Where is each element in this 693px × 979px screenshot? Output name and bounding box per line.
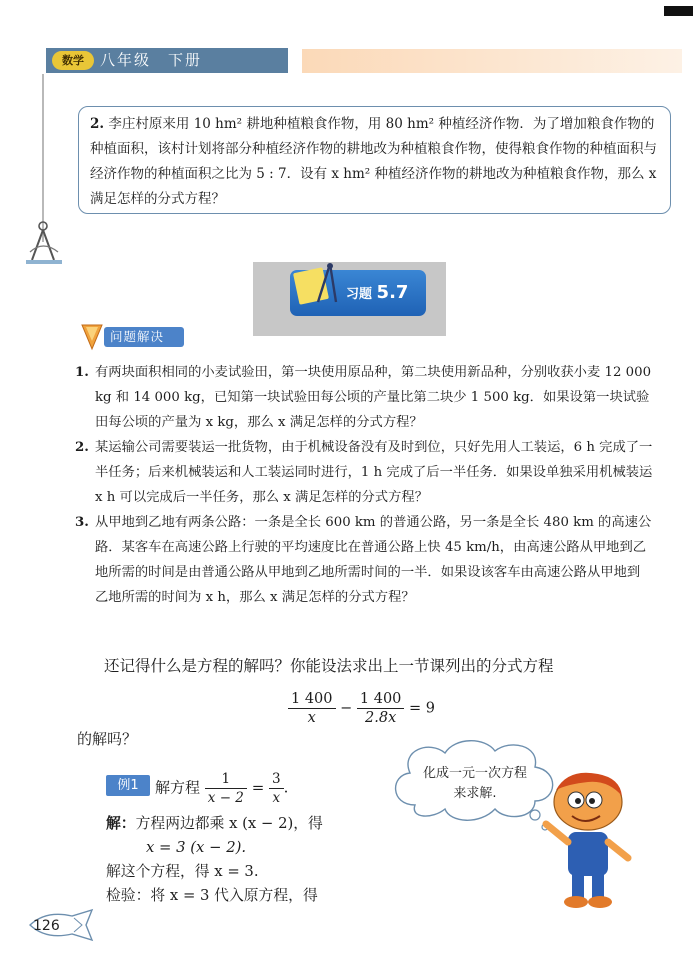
denominator: 2.8x <box>365 710 397 726</box>
intro-line: 还记得什么是方程的解吗？你能设法求出上一节课列出的分式方程 <box>104 657 554 675</box>
list-item <box>75 360 653 435</box>
problem-list <box>75 360 653 610</box>
fraction <box>288 690 336 727</box>
denominator: x <box>307 710 316 726</box>
fraction <box>205 770 247 807</box>
bubble-text: 化成一元一次方程来求解. <box>422 766 527 801</box>
numerator: 1 <box>205 770 247 789</box>
intro-question-end: 的解吗？ <box>77 730 138 748</box>
section-title: 问题解决 <box>104 327 184 347</box>
denominator: x − 2 <box>207 790 244 806</box>
denominator: x <box>272 790 281 806</box>
problem-box-number: 2 <box>90 116 100 132</box>
solution-line: x = 3 (x − 2). <box>146 839 247 856</box>
exercise-label-text: 习题 <box>346 287 373 302</box>
problem-text: 从甲地到乙地有两条公路：一条是全长 600 km 的普通公路，另一条是全长 480 km 的高速公路．某客车在高速公路上行驶的平均速度比在普通公路上快 45 km/h，由高速公路从甲地到乙地所需的时间是由普通公路从甲地到乙地所需时间的一半．如果设该客车由高速公路从甲地到乙地所需的时间为 x h，那么 x 满足怎样的分式方程？ <box>95 515 652 605</box>
book-title: 八年级 下册 <box>100 51 203 69</box>
problem-box-text: 2. 李庄村原来用 10 hm² 耕地种植粮食作物，用 80 hm² 种植经济作物．为了增加粮食作物的种植面积，该村计划将部分种植经济作物的耕地改为种植粮食作物，使得粮食作物的种植面积与经济作物的种植面积之比为 5 : 7．设有 x hm² 种植经济作物的耕地改为种植粮食作物，那么 x 满足怎样的分式方程？ <box>90 116 657 207</box>
bulb-icon <box>80 321 104 351</box>
exercise-number: 5.7 <box>376 282 409 303</box>
equals-sign: = <box>251 778 265 797</box>
fraction <box>269 770 284 807</box>
ruler-compass-icon <box>308 262 342 306</box>
numerator: 1 400 <box>288 690 336 709</box>
list-item <box>75 435 653 510</box>
numerator: 3 <box>269 770 284 789</box>
subject-badge: 数学 <box>52 51 94 70</box>
problem-number: 1. <box>75 365 89 380</box>
problem-box-body: 李庄村原来用 10 hm² 耕地种植粮食作物，用 80 hm² 种植经济作物．为了增加粮食作物的种植面积，该村计划将部分种植经济作物的耕地改为种植粮食作物，使得粮食作物的种植面积与经济作物的种植面积之比为 5 : 7．设有 x hm² 种植经济作物的耕地改为种植粮食作物，那么 x 满足怎样的分式方程？ <box>90 116 657 207</box>
example-problem <box>155 770 288 807</box>
solution-line <box>106 812 323 836</box>
solution-text: 方程两边都乘 x (x − 2)，得 <box>135 815 323 832</box>
equation-rhs: = 9 <box>409 700 435 717</box>
minus-sign: − <box>340 700 353 717</box>
header-gradient-band <box>302 49 682 73</box>
cartoon-character <box>528 770 646 910</box>
solution-label: 解： <box>106 815 136 832</box>
example-lead: 解方程 <box>155 778 201 797</box>
page-number: 126 <box>33 918 60 934</box>
fraction <box>357 690 405 727</box>
solution-line: 检验：将 x = 3 代入原方程，得 <box>106 887 318 904</box>
solution-block <box>106 812 323 908</box>
exercise-label <box>346 279 408 309</box>
problem-text: 有两块面积相同的小麦试验田，第一块使用原品种，第二块使用新品种，分别收获小麦 12 000 kg 和 14 000 kg，已知第一块试验田每公顷的产量比第二块少 1 500 kg．如果设第一块试验田每公顷的产量为 x kg，那么 x 满足怎样的分式方程？ <box>95 365 652 430</box>
margin-line <box>42 74 44 242</box>
numerator: 1 400 <box>357 690 405 709</box>
corner-tab <box>664 6 693 16</box>
solution-line: 解这个方程，得 x = 3. <box>106 863 259 880</box>
problem-number: 2. <box>75 440 89 455</box>
period: . <box>283 778 289 797</box>
compass-icon <box>24 218 66 266</box>
list-item <box>75 510 653 610</box>
problem-number: 3. <box>75 515 89 530</box>
example-tag: 例1 <box>106 775 150 796</box>
fraction-equation <box>288 690 435 727</box>
problem-text: 某运输公司需要装运一批货物，由于机械设备没有及时到位，只好先用人工装运，6 h 完成了一半任务；后来机械装运和人工装运同时进行，1 h 完成了后一半任务．如果设单独采用机械装运 x h 可以完成后一半任务，那么 x 满足怎样的分式方程？ <box>95 440 653 505</box>
